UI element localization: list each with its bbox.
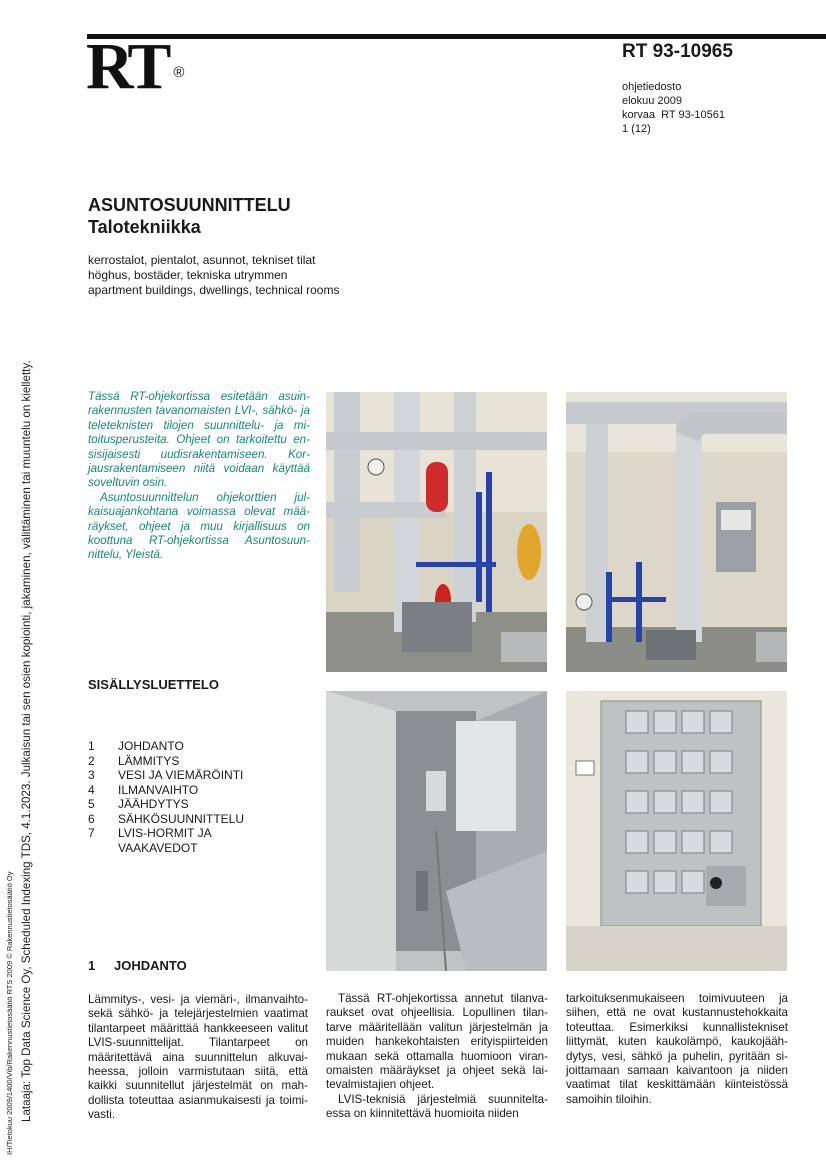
- toc-item-label: SÄHKÖSUUNNITTELU: [118, 811, 245, 826]
- header-rule: [87, 34, 826, 39]
- photo-heating-room: [326, 392, 547, 672]
- body-column-1: [88, 993, 308, 1123]
- photo-district-heating: [566, 392, 787, 672]
- keywords: [88, 253, 339, 298]
- keywords-fi: kerrostalot, pientalot, asunnot, tekniset tilat: [88, 253, 316, 267]
- toc-item-number: 5: [88, 797, 95, 811]
- toc-item: [88, 797, 268, 812]
- toc-item: [88, 754, 268, 769]
- toc-item-number: 3: [88, 768, 95, 782]
- meta-type: ohjetiedosto: [622, 81, 682, 93]
- body-column-2: [326, 992, 548, 1122]
- toc-item-number: 6: [88, 811, 95, 826]
- body-column-3: [566, 992, 788, 1107]
- toc-item-label: VESI JA VIEMÄRÖINTI: [118, 768, 244, 782]
- section-title: JOHDANTO: [114, 958, 187, 973]
- toc-item-label: ILMANVAIHTO: [118, 782, 199, 797]
- section-heading: [88, 958, 187, 973]
- toc-item: [88, 768, 268, 783]
- document-meta: [622, 80, 725, 136]
- intro-text: [88, 390, 310, 563]
- side-copyright: IH/Tietokuu 2009/1400/Vib/Rakennustietosäätiö RTS 2009 © Rakennustietosäätiö Oy: [5, 871, 14, 1155]
- title-main: ASUNTOSUUNNITTELU: [88, 195, 291, 215]
- photo-service-shaft: [326, 691, 547, 971]
- rt-logo: RT ®: [86, 30, 185, 103]
- body-paragraph: Tässä RT-ohjekortissa annetut tilanvaraukset ovat ohjeellisia. Lopullinen tilantarve määritellään valitun järjestelmän ja muiden hankekohtaisten erityispiirteiden mukaan sekä ottamalla huomioon viranomaisten määräykset ja ohjeet sekä laitevalmistajien ohjeet.: [326, 992, 548, 1092]
- toc-item: [88, 739, 268, 754]
- toc-item: [88, 826, 268, 855]
- toc-item: [88, 812, 268, 827]
- photo-electrical-cabinet: [566, 691, 787, 971]
- keywords-en: apartment buildings, dwellings, technical rooms: [88, 283, 340, 297]
- toc-item-number: 2: [88, 753, 95, 768]
- toc-item-label: JÄÄHDYTYS: [118, 797, 189, 811]
- meta-date: elokuu 2009: [622, 95, 682, 107]
- meta-page: 1 (12): [622, 123, 651, 135]
- toc-item: [88, 783, 268, 798]
- toc-item-number: 1: [88, 739, 95, 753]
- body-paragraph: Lämmitys-, vesi- ja viemäri-, ilmanvaihto- sekä sähkö- ja telejärjestelmien vaatimat tilantarpeet määrittää hankkeeseen valitut LVIS-suunnittelijat. Tilantarpeet on määritettävä aina suunnittelun alkuvaiheessa, jolloin varmistutaan siitä, että kaikki suunnitellut järjestelmät on mahdollista toteuttaa asianmukaisesti ja toimivasti.: [88, 993, 308, 1122]
- body-paragraph: LVIS-teknisiä järjestelmiä suunniteltaessa on kiinnitettävä huomioita niiden: [326, 1092, 548, 1121]
- section-number: 1: [88, 958, 96, 973]
- toc-item-label: LÄMMITYS: [118, 753, 180, 768]
- intro-paragraph: Tässä RT-ohjekortissa esitetään asuinrakennusten tavanomaisten LVI-, sähkö- ja teleteknisten tilojen suunnittelu- ja mitoitusperusteita. Ohjeet on tarkoitettu ensisijaisesti uudisrakentamiseen. Korjausrakentamiseen niitä voidaan käyttää soveltuvin osin.: [88, 390, 310, 490]
- toc-item-number: 7: [88, 826, 95, 840]
- title-sub: Talotekniikka: [88, 217, 201, 237]
- page-title: [88, 194, 291, 238]
- meta-replaces: korvaa RT 93-10561: [622, 109, 725, 121]
- toc-item-label: LVIS-HORMIT JA VAAKAVEDOT: [118, 826, 211, 855]
- body-paragraph: tarkoituksenmukaiseen toimivuuteen ja siihen, että ne ovat kustannustehokkaita toteuttaa. Esimerkiksi kunnallistekniset liittymät, kuten kaukolämpö, kaukojäähdytys, vesi, sähkö ja puhelin, pyritään sijoittamaan samaan kaivantoon ja niiden vaatimat tilat keskittämään kiinteistössä samoihin tiloihin.: [566, 992, 788, 1106]
- toc-item-label: JOHDANTO: [118, 739, 184, 753]
- keywords-sv: höghus, bostäder, tekniska utrymmen: [88, 268, 288, 282]
- intro-paragraph: Asuntosuunnittelun ohjekorttien julkaisuajankohtana voimassa olevat määräykset, ohjeet ja muu kirjallisuus on koottuna RT-ohjekortissa Asuntosuunnittelu, Yleistä.: [88, 490, 310, 562]
- toc-heading: SISÄLLYSLUETTELO: [88, 677, 219, 692]
- table-of-contents: [88, 739, 268, 855]
- side-download-notice: Lataaja: Top Data Science Oy, Scheduled Indexing TDS, 4.1.2023. Julkaisun tai sen osien kopiointi, jakaminen, välittäminen tai muuntelu on kielletty.: [20, 360, 33, 1122]
- toc-item-number: 4: [88, 782, 95, 797]
- document-number: RT 93-10965: [622, 41, 733, 62]
